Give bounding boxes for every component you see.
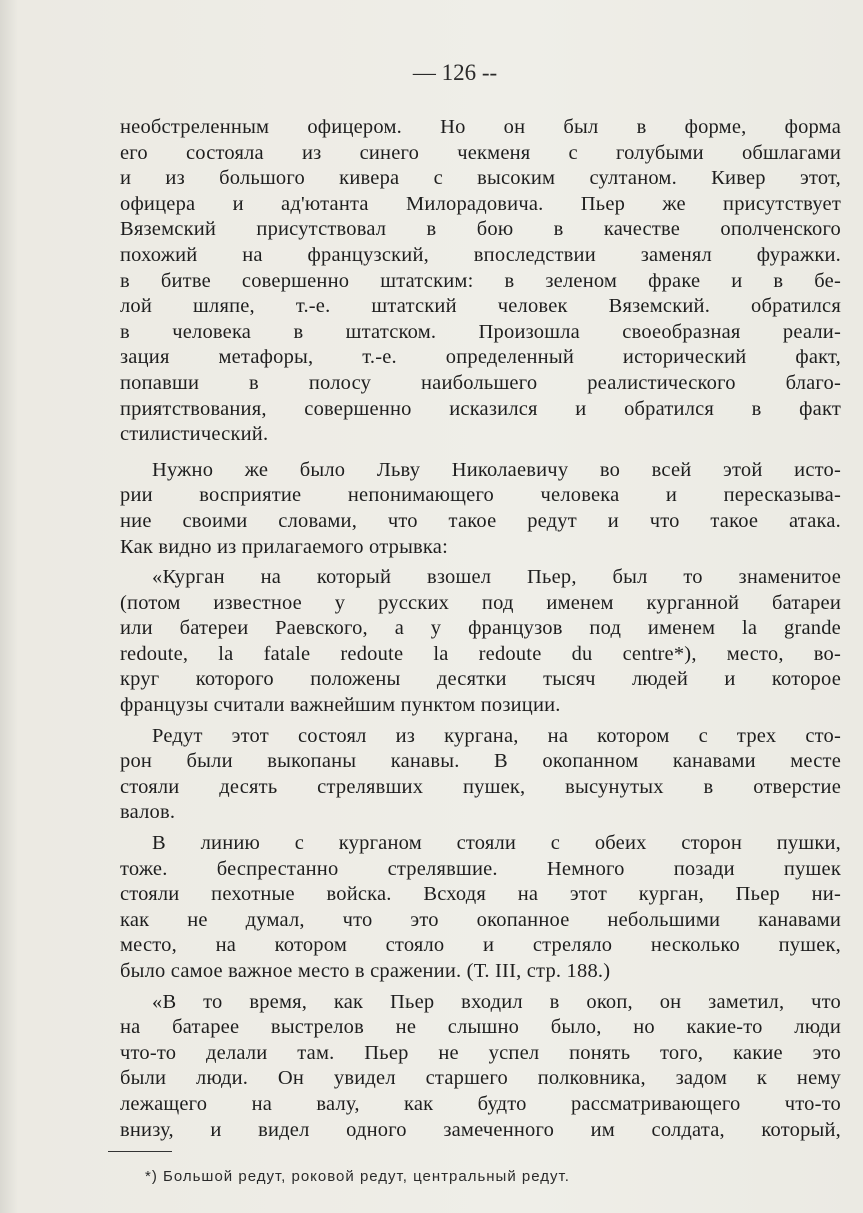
paragraph: [120, 831, 841, 985]
text-line: офицера и ад'ютанта Милорадовича. Пьер же присутствует: [120, 192, 841, 215]
text-line: были люди. Он увидел старшего полковника, задом к нему: [120, 1067, 841, 1090]
text-line: В линию с курганом стояли с обеих сторон пушки,: [152, 832, 841, 855]
text-line: рии восприятие непонимающего человека и пересказыва-: [120, 484, 841, 507]
text-line: валов.: [120, 801, 176, 824]
body-text: [120, 115, 841, 1143]
text-line: внизу, и видел одного замеченного им солдата, который,: [120, 1118, 841, 1141]
text-line: как не думал, что это окопанное небольшими канавами: [120, 908, 841, 931]
text-line: «Курган на который взошел Пьер, был то знаменитое: [152, 566, 841, 589]
text-line: «В то время, как Пьер входил в окоп, он заметил, что: [152, 990, 841, 1013]
text-line: попавши в полосу наибольшего реалистического благо-: [120, 371, 841, 394]
text-line: Нужно же было Льву Николаевичу во всей этой исто-: [152, 458, 841, 481]
text-line: приятствования, совершенно исказился и обратился в факт: [120, 397, 841, 420]
paragraph: [120, 115, 841, 448]
text-line: Как видно из прилагаемого отрывка:: [120, 535, 448, 558]
text-line: стилистический.: [120, 423, 269, 446]
text-line: круг которого положены десятки тысяч людей и которое: [120, 668, 841, 691]
paragraph: [120, 990, 841, 1144]
text-line: Редут этот состоял из кургана, на котором с трех сто-: [152, 724, 841, 747]
text-line: стояли пехотные войска. Всходя на этот курган, Пьер ни-: [120, 883, 841, 906]
text-line: было самое важное место в сражении. (Т. III, стр. 188.): [120, 960, 611, 982]
text-line: его состояла из синего чекменя с голубыми обшлагами: [120, 141, 841, 164]
paragraph: [120, 724, 841, 826]
text-line: лой шляпе, т.-е. штатский человек Вяземский. обратился: [120, 295, 841, 318]
footnote: *) Большой редут, роковой редут, центральный редут.: [145, 1168, 570, 1185]
text-line: в битве совершенно штатским: в зеленом фраке и в бе-: [120, 269, 841, 292]
text-line: redoute, la fatale redoute la redoute du centre*), место, во-: [120, 642, 841, 665]
footnote-divider: [108, 1151, 172, 1152]
text-line: место, на котором стояло и стреляло несколько пушек,: [120, 934, 841, 957]
text-line: ние своими словами, что такое редут и что такое атака.: [120, 509, 841, 532]
text-line: стояли десять стрелявших пушек, высунутых в отверстие: [120, 775, 841, 798]
text-line: и из большого кивера с высоким султаном. Кивер этот,: [120, 167, 841, 190]
text-line: в человека в штатском. Произошла своеобразная реали-: [120, 320, 841, 343]
page-number: — 126 --: [412, 60, 498, 85]
text-line: рон были выкопаны канавы. В окопанном канавами месте: [120, 750, 841, 773]
text-line: похожий на французский, впоследствии заменял фуражки.: [120, 243, 841, 266]
text-line: тоже. беспрестанно стрелявшие. Немного позади пушек: [120, 857, 841, 880]
text-line: на батарее выстрелов не слышно было, но какие-то люди: [120, 1016, 841, 1039]
paragraph: [120, 458, 841, 560]
text-line: (потом известное у русских под именем курганной батареи: [120, 591, 841, 614]
text-line: французы считали важнейшим пунктом позиции.: [120, 694, 561, 717]
text-line: или батереи Раевского, а у французов под именем la grande: [120, 617, 841, 640]
paragraph: [120, 565, 841, 719]
text-line: лежащего на валу, как будто рассматривающего что-то: [120, 1092, 841, 1115]
text-line: необстреленным офицером. Но он был в форме, форма: [120, 116, 841, 138]
text-line: что-то делали там. Пьер не успел понять того, какие это: [120, 1041, 841, 1064]
text-line: Вяземский присутствовал в бою в качестве ополченского: [120, 218, 841, 241]
text-line: зация метафоры, т.-е. определенный исторический факт,: [120, 346, 841, 369]
